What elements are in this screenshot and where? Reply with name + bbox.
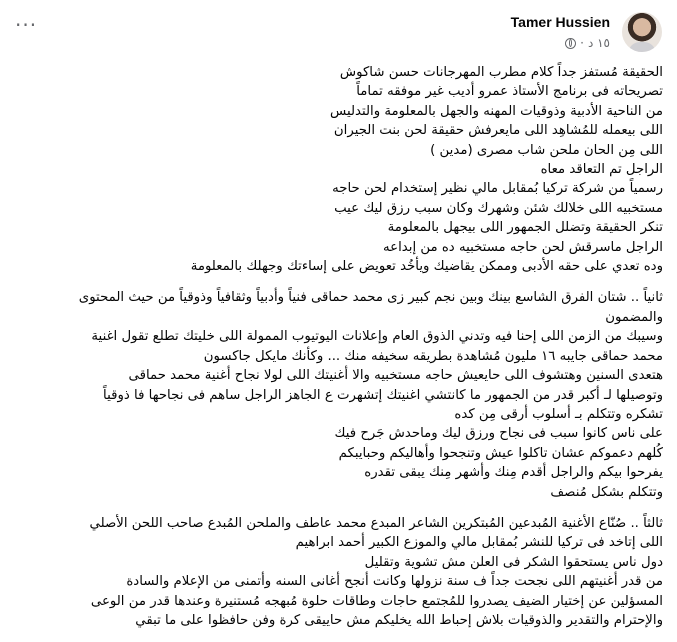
post-text-line: الراجل ماسرقش لحن حاجه مستخبيه ده من إبداعه xyxy=(383,239,663,255)
post-text-line: من الناحية الأدبية وذوقيات المهنه والجهل بالمعلومة والتدليس xyxy=(330,103,663,119)
post-body xyxy=(13,63,663,642)
avatar-image xyxy=(628,42,656,52)
post-text-line: اللى بيعمله للمُشاهِد اللى مايعرفش حقيقة لحن بنت الجيران xyxy=(333,123,663,139)
post-text-line: تشكره وتتكلم بـ أسلوب أرقى مِن كده xyxy=(454,406,663,422)
post-text-line: وتتكلم بشكل مُنصف xyxy=(550,484,663,500)
post-text-line: اللى مِن الحان ملحن شاب مصرى (مدين ) xyxy=(430,142,663,158)
post-text-line: وسيبك من الزمن اللى إحنا فيه وتدني الذوق العام وإعلانات اليوتيوب الممولة اللى خليتك تطلع تقول اغنية xyxy=(91,329,663,345)
post-meta xyxy=(565,36,610,50)
post-text-line: من قدر أغنيتهم اللى نجحت جداً ف سنة نزولها وكانت أنجح أغانى السنه وأتمنى من الإعلام والسادة xyxy=(126,574,663,590)
post-text-line: والإحترام والتقدير والذوقيات بلاش إحباط الله يخليكم مش حاييقى كرة وفن حافظوا على ما تبقي xyxy=(135,612,663,628)
post-text-line: تنكر الحقيقة وتضلل الجمهور اللى بيجهل بالمعلومة xyxy=(387,220,663,236)
post-text-line: هتعدى السنين وهتشوف اللى حايعيش حاجه مستخبيه والا أغنيتك اللى لولا نجاح أغنية محمد حماقى xyxy=(128,368,663,384)
avatar[interactable] xyxy=(622,12,662,52)
post-paragraph xyxy=(13,63,663,276)
post-paragraph xyxy=(13,288,663,501)
post-text-line: يفرحوا بيكم والراجل أقدم مِنك وأشهر مِنك يبقى تقدره xyxy=(364,465,663,481)
post-paragraph xyxy=(13,514,663,630)
post-text-line: الراجل تم التعاقد معاه xyxy=(540,162,663,178)
post-text-line: رسمياً من شركة تركيا بُمقابل مالي نظير إستخدام لحن حاجه xyxy=(332,181,663,197)
post-header xyxy=(2,12,662,56)
more-options-icon[interactable]: ··· xyxy=(15,13,38,37)
post-text-line: دول ناس يستحقوا الشكر فى العلن مش تشوية وتقليل xyxy=(364,554,663,570)
globe-icon[interactable] xyxy=(565,38,576,49)
dot-separator: · xyxy=(580,36,584,50)
post-text-line: ثالثاً .. صُنّاع الأغنية المُبدعين المُبتكرين الشاعر المبدع محمد عاطف والملحن المُبدع صاحب اللحن الأصلي xyxy=(89,515,663,531)
post-text-line: تصريحاته فى برنامج الأستاذ عمرو أديب غير موفقه تماماً xyxy=(356,84,663,100)
post-text-line: وتوصيلها لـ أكبر قدر من الجمهور ما كانتشي اغنيتك إتشهرت ع الجاهز الراجل ساهم فى نجاحها فا ذوقياً xyxy=(103,387,663,403)
post-text-line: محمد حماقى جايبه ١٦ مليون مُشاهدة بطريقه سخيفه منك ... وكأنك مايكل جاكسون xyxy=(203,348,663,364)
post-timestamp[interactable]: ١٥ د xyxy=(587,36,610,50)
post-text-line: على ناس كانوا سبب فى نجاح ورزق ليك وماحدش جَرح فيك xyxy=(334,426,663,442)
author-name[interactable]: Tamer Hussien xyxy=(510,14,610,30)
post-text-line: كُلهم دعموكم عشان تاكلوا عيش وتنجحوا وأهاليكم وحبايبكم xyxy=(338,445,663,461)
post-text-line: المسؤلين عن إختيار الضيف يصدروا للمُجتمع حاجات وطاقات حلوة مُبهجه مُستنيرة وعندها قدر من الوعى xyxy=(90,593,663,609)
post-text-line: مستخبيه اللى خلالك شئن وشهرك وكان سبب رزق ليك عيب xyxy=(334,200,663,216)
post-text-line: وده تعدي على حقه الأدبى وممكن يقاضيك ويأخُد تعويض على إساءتك وجهلك بالمعلومة xyxy=(190,259,663,275)
post-text-line: اللى إتاخد فى تركيا للنشر بُمقابل مالي والموزع الكبير أحمد ابراهيم xyxy=(295,535,663,551)
post-text-line: الحقيقة مُستفز جداً كلام مطرب المهرجانات حسن شاكوش xyxy=(339,65,663,80)
post-text-line: ثانياً .. شتان الفرق الشاسع بينك وبين نجم كبير زى محمد حماقى فنياً وأدبياً وثقافياً وذوقياً من حيث المحتوى xyxy=(78,290,663,306)
post-text-line: والمضمون xyxy=(605,309,663,325)
